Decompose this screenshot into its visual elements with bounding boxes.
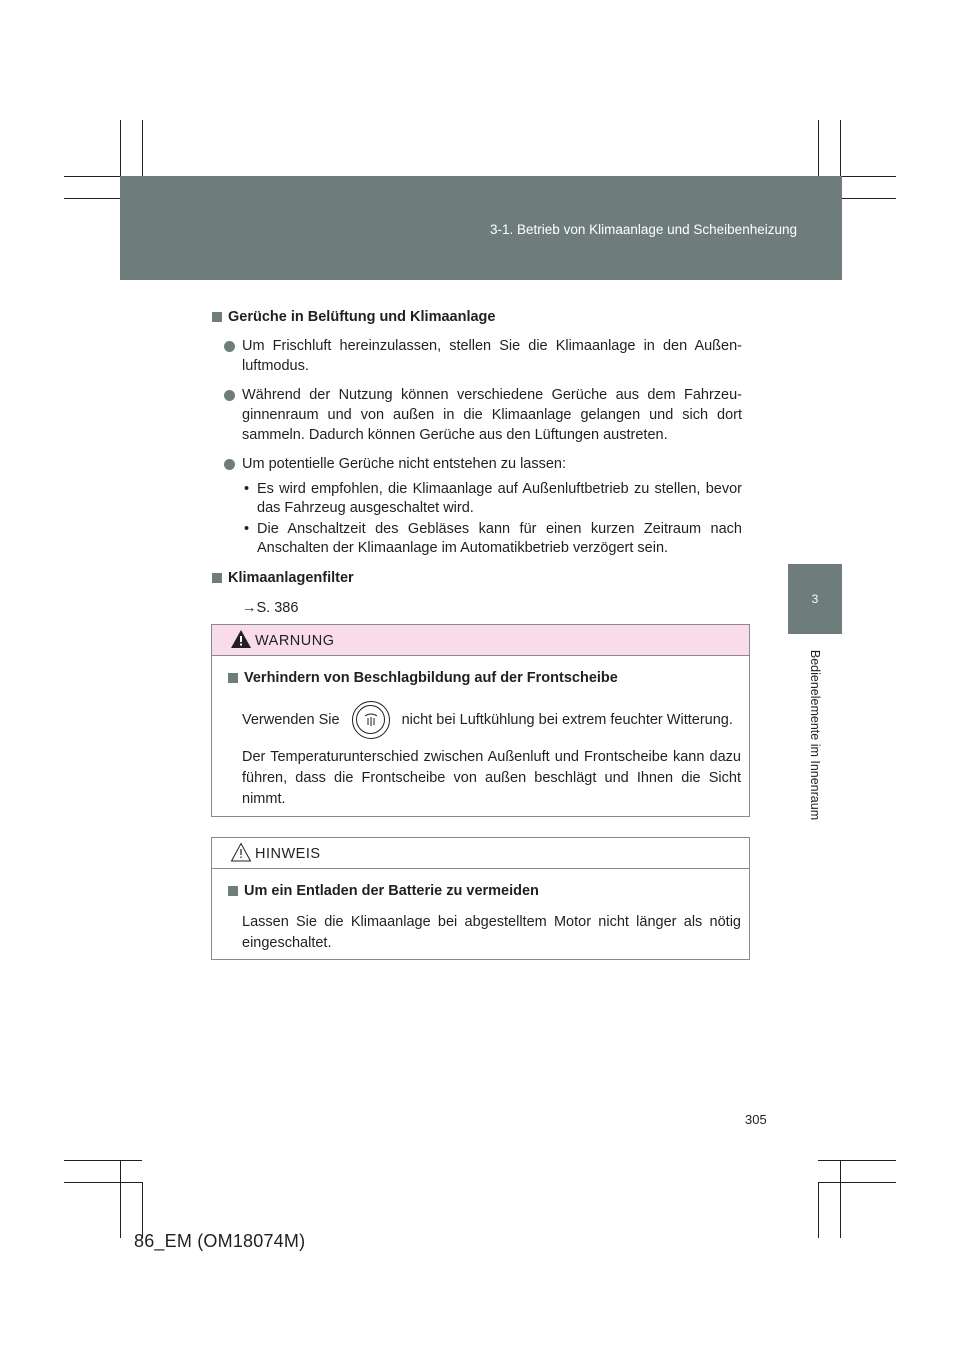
caution-triangle-icon	[230, 842, 252, 862]
document-code: 86_EM (OM18074M)	[134, 1231, 306, 1251]
sub-bullet-mark: •	[244, 481, 250, 497]
chapter-title: Bedienelemente im Innenraum	[808, 649, 822, 821]
arrow-right-icon: →	[242, 600, 257, 616]
warning-header	[212, 625, 749, 656]
section-heading: Klimaanlagenfilter	[212, 568, 742, 588]
defroster-button-icon	[352, 701, 390, 739]
warning-triangle-icon	[230, 629, 252, 649]
notice-paragraph: Lassen Sie die Klimaanlage bei abgestelltem Motor nicht länger als nötig eingeschaltet.	[242, 914, 741, 951]
round-bullet-icon	[224, 459, 235, 470]
main-content	[212, 307, 742, 618]
crop-mark	[818, 1182, 896, 1183]
warning-title: Verhindern von Beschlagbildung auf der Frontscheibe	[228, 668, 741, 689]
square-bullet-icon	[212, 573, 222, 583]
page-number: 305	[745, 1112, 767, 1127]
sub-bullet-mark: •	[244, 521, 250, 537]
square-bullet-icon	[228, 673, 238, 683]
round-bullet-icon	[224, 341, 235, 352]
square-bullet-icon	[228, 886, 238, 896]
crop-mark	[818, 1182, 819, 1238]
warning-paragraph: Der Temperaturunterschied zwischen Außenluft und Frontscheibe kann dazu führen, dass die Frontscheibe von außen beschlägt und Ihnen die Sicht nimmt.	[242, 749, 741, 807]
page-reference[interactable]: →S. 386	[242, 600, 299, 616]
crop-mark	[840, 1160, 841, 1238]
sub-list-item: • Es wird empfohlen, die Klimaanlage auf Außenluftbetrieb zu stellen, bevor das Fahrzeug ausgeschaltet wird.	[244, 481, 742, 516]
header-band	[120, 176, 842, 280]
square-bullet-icon	[212, 312, 222, 322]
notice-box	[211, 837, 750, 960]
notice-header	[212, 838, 749, 869]
crop-mark	[64, 1182, 142, 1183]
warning-box	[211, 624, 750, 817]
notice-label: HINWEIS	[255, 846, 321, 862]
notice-title: Um ein Entladen der Batterie zu vermeiden	[228, 881, 741, 902]
list-item: Um potentielle Gerüche nicht entstehen zu lassen:	[212, 454, 742, 474]
warning-instruction: Verwenden Sie nicht bei Luftkühlung bei extrem feuchter Witterung.	[228, 701, 741, 739]
crop-mark	[120, 1160, 121, 1238]
section-title: 3-1. Betrieb von Klimaanlage und Scheibenheizung	[490, 222, 797, 237]
crop-mark	[142, 1182, 143, 1238]
crop-mark	[818, 1160, 896, 1161]
chapter-tab	[788, 564, 842, 634]
sub-list-item: • Die Anschaltzeit des Gebläses kann für einen kurzen Zeitraum nach Anschalten der Klimaanlage im Automatikbetrieb verzögert sein.	[244, 521, 742, 556]
list-item: Um Frischluft hereinzulassen, stellen Sie die Klimaanlage in den Außen-luftmodus.	[212, 336, 742, 376]
list-item: Während der Nutzung können verschiedene Gerüche aus dem Fahrzeu-ginnenraum und von außen in die Klimaanlage gelangen und sich dort sammeln. Dadurch können Gerüche aus den Lüftungen austreten.	[212, 385, 742, 445]
section-heading: Gerüche in Belüftung und Klimaanlage	[212, 307, 742, 327]
chapter-number: 3	[811, 592, 819, 606]
round-bullet-icon	[224, 390, 235, 401]
warning-label: WARNUNG	[255, 633, 335, 649]
crop-mark	[64, 1160, 142, 1161]
